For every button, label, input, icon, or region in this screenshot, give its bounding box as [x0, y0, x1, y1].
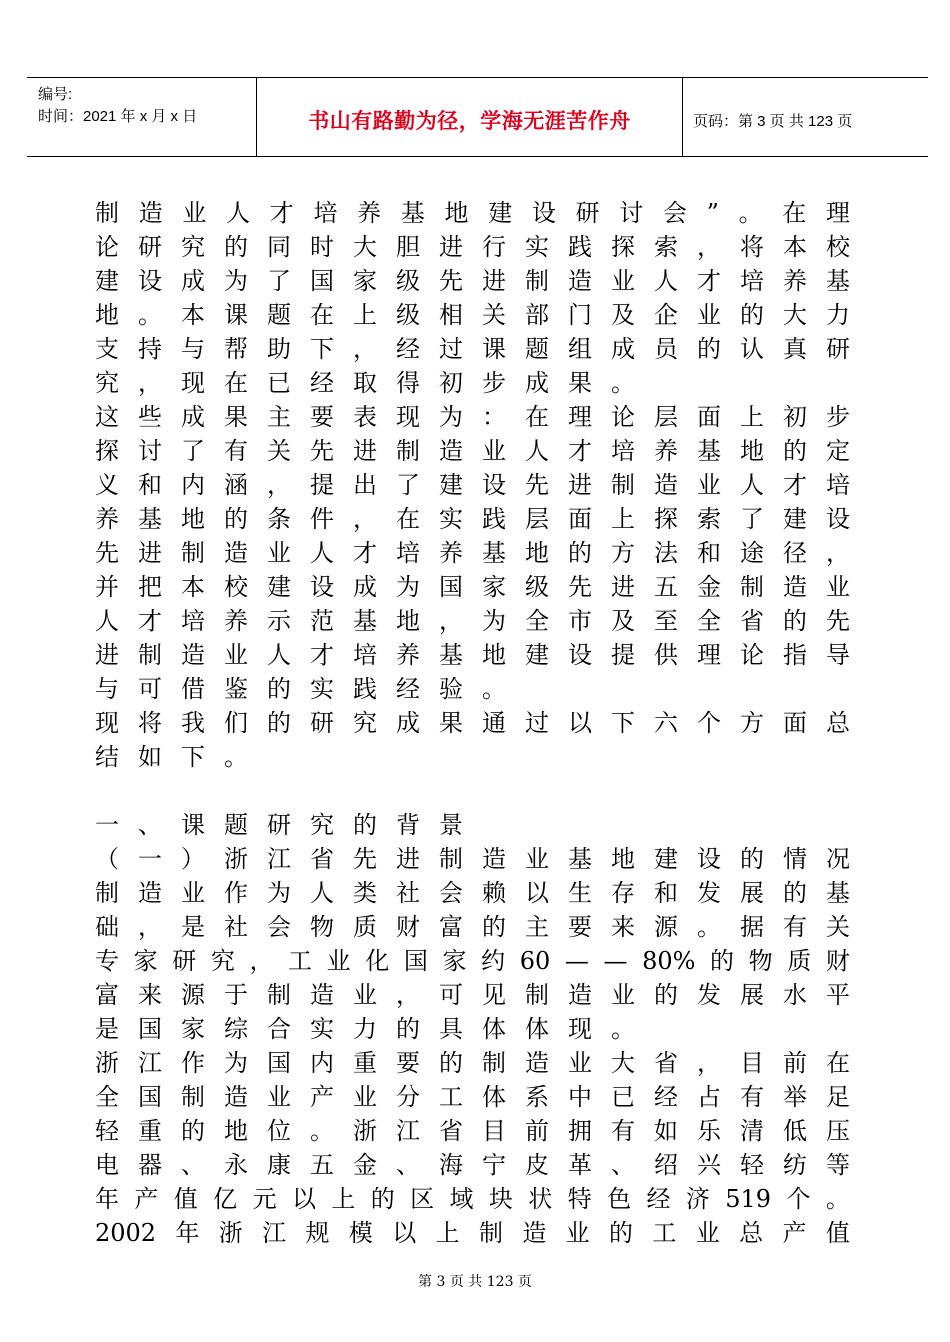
paragraph-line: 是 国 家 综 合 实 力 的 具 体 体 现 。 [95, 1015, 635, 1043]
paragraph-line: 这 些 成 果 主 要 表 现 为 ： 在 理 论 层 面 上 初 步 [95, 403, 850, 431]
paragraph-line: 并 把 本 校 建 设 成 为 国 家 级 先 进 五 金 制 造 业 [95, 573, 850, 601]
paragraph-line: 支 持 与 帮 助 下 ， 经 过 课 题 组 成 员 的 认 真 研 [95, 335, 850, 363]
paragraph-line: （ 一 ） 浙 江 省 先 进 制 造 业 基 地 建 设 的 情 况 [95, 845, 850, 873]
paragraph-line: 养 基 地 的 条 件 ， 在 实 践 层 面 上 探 索 了 建 设 [95, 505, 850, 533]
page-footer: 第 3 页 共 123 页 [418, 1274, 532, 1290]
paragraph-line: 础 ， 是 社 会 物 质 财 富 的 主 要 来 源 。 据 有 关 [95, 913, 850, 941]
paragraph-line: 制 造 业 作 为 人 类 社 会 赖 以 生 存 和 发 展 的 基 [95, 879, 850, 907]
paragraph-line: 浙 江 作 为 国 内 重 要 的 制 造 业 大 省 ， 目 前 在 [95, 1049, 850, 1077]
paragraph-line: 轻 重 的 地 位 。 浙 江 省 目 前 拥 有 如 乐 清 低 压 [95, 1117, 850, 1145]
paragraph-line: 先 进 制 造 业 人 才 培 养 基 地 的 方 法 和 途 径 ， [95, 539, 850, 567]
paragraph-line: 人 才 培 养 示 范 基 地 ， 为 全 市 及 至 全 省 的 先 [95, 607, 850, 635]
header-page-info: 页码：第 3 页 共 123 页 [693, 113, 853, 130]
paragraph-line: 结 如 下 。 [95, 743, 248, 771]
paragraph-line: 富 来 源 于 制 造 业 ， 可 见 制 造 业 的 发 展 水 平 [95, 981, 850, 1009]
header-left-cell [27, 78, 255, 156]
page-header [27, 77, 928, 157]
paragraph-line: 地 。 本 课 题 在 上 级 相 关 部 门 及 企 业 的 大 力 [95, 301, 850, 329]
paragraph-line: 现 将 我 们 的 研 究 成 果 通 过 以 下 六 个 方 面 总 [95, 709, 850, 737]
paragraph-line: 与 可 借 鉴 的 实 践 经 验 。 [95, 675, 506, 703]
paragraph-line: 进 制 造 业 人 才 培 养 基 地 建 设 提 供 理 论 指 导 [95, 641, 850, 669]
header-right-cell [682, 78, 928, 156]
paragraph-line: 一 、 课 题 研 究 的 背 景 [95, 811, 463, 839]
paragraph-line: 探 讨 了 有 关 先 进 制 造 业 人 才 培 养 基 地 的 定 [95, 437, 850, 465]
paragraph-line: 义 和 内 涵 ， 提 出 了 建 设 先 进 制 造 业 人 才 培 [95, 471, 850, 499]
paragraph-line: 专 家 研 究 ， 工 业 化 国 家 约 60 — — 80% 的 物 质 财 [95, 947, 850, 975]
paragraph-line: 制 造 业 人 才 培 养 基 地 建 设 研 讨 会 ” 。 在 理 [95, 199, 850, 227]
paragraph-line: 2002 年 浙 江 规 模 以 上 制 造 业 的 工 业 总 产 值 [95, 1219, 850, 1247]
document-code-label: 编号: [38, 86, 73, 103]
paragraph-line: 建 设 成 为 了 国 家 级 先 进 制 造 业 人 才 培 养 基 [95, 267, 850, 295]
paragraph-line: 全 国 制 造 业 产 业 分 工 体 系 中 已 经 占 有 举 足 [95, 1083, 850, 1111]
header-middle-cell [256, 78, 683, 156]
paragraph-line: 究 ， 现 在 已 经 取 得 初 步 成 果 。 [95, 369, 635, 397]
header-motto: 书山有路勤为径，学海无涯苦作舟 [308, 109, 631, 133]
blank-line [95, 774, 850, 808]
document-body [95, 196, 850, 1250]
document-date-label: 时间：2021 年 x 月 x 日 [38, 108, 198, 125]
paragraph-line: 论 研 究 的 同 时 大 胆 进 行 实 践 探 索 ， 将 本 校 [95, 233, 850, 261]
paragraph-line: 年 产 值 亿 元 以 上 的 区 域 块 状 特 色 经 济 519 个 。 [95, 1185, 850, 1213]
paragraph-line: 电 器 、 永 康 五 金 、 海 宁 皮 革 、 绍 兴 轻 纺 等 [95, 1151, 850, 1179]
